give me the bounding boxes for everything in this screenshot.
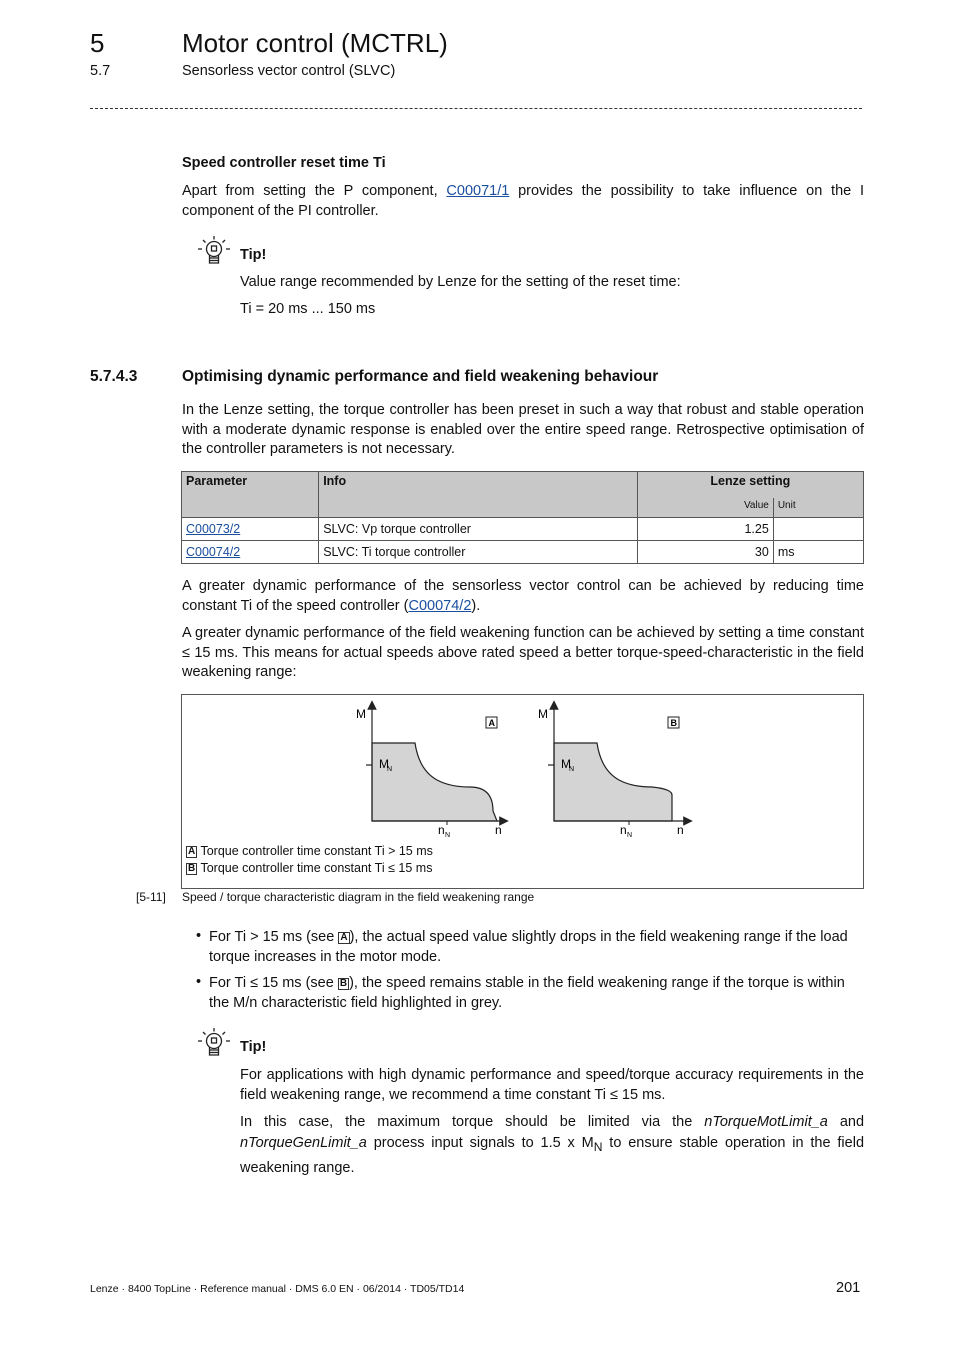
torque-speed-diagram — [182, 695, 863, 888]
tip-label: Tip! — [240, 247, 267, 263]
table-cell-unit: ms — [773, 541, 863, 564]
page-number: 201 — [836, 1280, 861, 1296]
characteristic-field-a — [372, 743, 497, 821]
tag-a: A — [488, 718, 495, 728]
label-nn-a: n — [438, 823, 445, 837]
label-mn-b: M — [561, 757, 571, 771]
table-row — [182, 518, 864, 541]
label-mn-a: M — [379, 757, 389, 771]
sub-nn-b: N — [627, 832, 633, 839]
figure-caption-number: [5-11] — [136, 890, 166, 904]
section-title: Sensorless vector control (SLVC) — [182, 63, 396, 79]
col-unit: Unit — [773, 498, 863, 518]
parameter-table — [181, 471, 864, 564]
col-parameter: Parameter — [182, 472, 319, 518]
tip2-paragraph-2: In this case, the maximum torque should be limited via the nTorqueMotLimit_a and nTorqueGenLimit_a process input signals to 1.5 x $M_N$ to ensure stable operation in the field weakening range. — [240, 1114, 865, 1176]
header-divider — [90, 108, 862, 109]
table-cell-value: 1.25 — [637, 518, 773, 541]
section-heading-number: 5.7.4.3 — [90, 368, 138, 385]
sub-mn-b: N — [569, 766, 575, 773]
tip2-paragraph-1: For applications with high dynamic performance and speed/torque accuracy requirements in the field weakening range, we recommend a time constant Ti ≤ 15 ms. — [240, 1067, 864, 1103]
tip-label: Tip! — [240, 1039, 267, 1055]
table-cell-unit — [773, 518, 863, 541]
link-c00074-2-inline[interactable]: C00074/2 — [408, 597, 472, 614]
list-item: For Ti > 15 ms (see A ), the actual speed value slightly drops in the field weakening range if the load torque increases in the motor mode. — [209, 929, 848, 965]
table-cell-info: SLVC: Vp torque controller — [319, 518, 637, 541]
paragraph-dynamic-slvc: A greater dynamic performance of the sensorless vector control can be achieved by reducing time constant Ti of the speed controller (C00074/2). — [182, 578, 864, 614]
list-item: For Ti ≤ 15 ms (see B ), the speed remains stable in the field weakening range if the torque is within the M/n characteristic field highlighted in grey. — [209, 975, 845, 1011]
tip-text: Value range recommended by Lenze for the setting of the reset time: — [240, 274, 681, 290]
label-nn-b: n — [620, 823, 627, 837]
legend-b: B Torque controller time constant Ti ≤ 15 ms — [188, 861, 433, 875]
bullet-dot: • — [196, 974, 202, 990]
figure-caption: Speed / torque characteristic diagram in the field weakening range — [182, 890, 535, 904]
tag-b: B — [670, 718, 677, 728]
label-m-a: M — [356, 707, 366, 721]
section-heading-title: Optimising dynamic performance and field weakening behaviour — [182, 368, 659, 385]
reset-time-paragraph: Apart from setting the P component, C00071/1 provides the possibility to take influence on the I component of the PI controller. — [182, 183, 865, 219]
lightbulb-icon — [196, 1026, 232, 1062]
figure-box — [181, 694, 864, 889]
signal-ntorquegenlimit: nTorqueGenLimit_a — [240, 1135, 367, 1151]
table-row — [182, 541, 864, 564]
characteristic-field-b — [554, 743, 672, 821]
sub-nn-a: N — [445, 832, 451, 839]
reset-time-heading: Speed controller reset time Ti — [182, 155, 386, 171]
lightbulb-icon — [196, 234, 232, 270]
col-value: Value — [637, 498, 773, 518]
label-n-b: n — [677, 823, 684, 837]
table-header-row — [182, 472, 864, 498]
sub-mn-a: N — [387, 766, 393, 773]
section-intro: In the Lenze setting, the torque controller has been preset in such a way that robust and stable operation with a moderate dynamic response is enabled over the entire speed range. Retrospective optimisation of the controller parameters is not necessary. — [182, 402, 864, 457]
chapter-number: 5 — [90, 28, 105, 58]
section-number: 5.7 — [90, 63, 111, 79]
paragraph-field-weakening: A greater dynamic performance of the field weakening function can be achieved by setting a time constant ≤ 15 ms. This means for actual speeds above rated speed a better torque-speed-characteristic in the field weakening range: — [182, 625, 864, 680]
link-c00071-1[interactable]: C00071/1 — [446, 183, 510, 199]
col-info: Info — [319, 472, 637, 518]
tip-value-range: Ti = 20 ms ... 150 ms — [240, 301, 376, 317]
legend-a: A Torque controller time constant Ti > 15 ms — [188, 844, 433, 858]
footer-document-info: Lenze · 8400 TopLine · Reference manual · DMS 6.0 EN · 06/2014 · TD05/TD14 — [90, 1283, 465, 1295]
table-cell-info: SLVC: Ti torque controller — [319, 541, 637, 564]
signal-ntorquemotlimit: nTorqueMotLimit_a — [704, 1114, 828, 1130]
label-n-a: n — [495, 823, 502, 837]
link-c00074-2[interactable]: C00074/2 — [186, 545, 241, 559]
chapter-title: Motor control (MCTRL) — [182, 28, 448, 58]
link-c00073-2[interactable]: C00073/2 — [186, 522, 241, 536]
label-m-b: M — [538, 707, 548, 721]
table-cell-value: 30 — [637, 541, 773, 564]
bullet-dot: • — [196, 928, 202, 944]
col-lenze-setting: Lenze setting — [637, 472, 863, 498]
